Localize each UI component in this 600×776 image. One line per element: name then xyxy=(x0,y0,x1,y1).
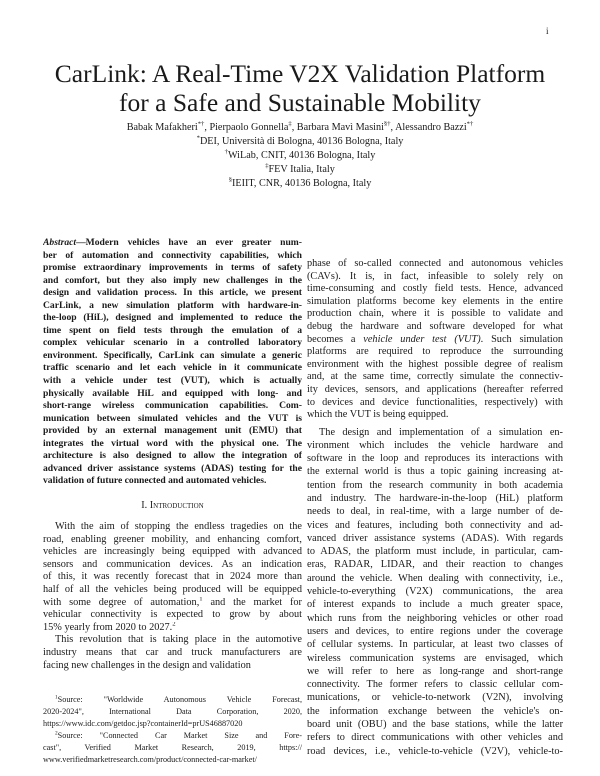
text-line: to ADAS, the platform must include, in particular, cam- xyxy=(307,546,563,558)
text-line: and industry. The hardware-in-the-loop (HiL) platform xyxy=(307,492,563,504)
text-line: sensors and communication devices. As an indication xyxy=(43,558,302,570)
author-list xyxy=(0,121,600,135)
superscript-mark: §† xyxy=(383,120,391,128)
title-line: for a Safe and Sustainable Mobility xyxy=(119,88,481,117)
section-heading xyxy=(43,500,302,511)
text-line: validation of future connected and automated vehicles. xyxy=(43,475,267,487)
abstract xyxy=(43,237,302,488)
text-line: (CAVs). It is, in fact, infeasible to solely rely on xyxy=(307,270,563,282)
superscript-mark: ‡ xyxy=(265,162,269,170)
text-line: ity devices, sensors, and applications (hereafter referred xyxy=(307,383,563,395)
right-column-paragraph-1 xyxy=(307,258,563,422)
text-line: vehicles are increasingly being equipped with advanced xyxy=(43,546,302,558)
paper-title xyxy=(0,59,600,117)
author-block xyxy=(0,121,600,191)
text-line: time spent on field tests through the emulation of a xyxy=(43,324,302,336)
text-line: design and validation process. In this article, we present xyxy=(43,287,302,299)
text-line: https://www.idc.com/getdoc.jsp?containerId=prUS46887020 xyxy=(43,719,243,728)
text-line: vironment which includes the vehicle hardware and xyxy=(307,439,563,451)
text-line: environment. Specifically, CarLink can simulate a generic xyxy=(43,349,302,361)
superscript-mark: *† xyxy=(197,120,205,128)
text-line: physically available HiL and equipped with long- and xyxy=(43,387,302,399)
text-line: vices and features, including both connectivity and ad- xyxy=(307,519,563,531)
text-line xyxy=(307,334,563,347)
text-segment: , Barbara Mavì Masini xyxy=(291,122,384,133)
text-line: users and devices, to entire regions under the coverage xyxy=(307,625,563,637)
text-line: ber of automation and connectivity capabilities, which xyxy=(43,249,302,261)
text-line: integrates the virtual word with the physical one. The xyxy=(43,437,302,449)
text-line: 2020-2024", International Data Corporation, 2020, xyxy=(43,707,302,716)
text-segment: WiLab, CNIT, 40136 Bologna, Italy xyxy=(227,150,376,161)
text-line: promise extraordinary improvements in terms of safety xyxy=(43,262,302,274)
superscript-mark: 2 xyxy=(55,730,58,737)
text-line: vanced driver assistance systems (ADAS). With regards xyxy=(307,532,563,544)
text-line: production chain, where it is possible to validate and xyxy=(307,308,563,320)
introduction-text xyxy=(43,521,302,672)
text-line: and comfort, but they also imply new challenges in the xyxy=(43,274,302,286)
text-line: the external world is thus a topic gaining increasing at- xyxy=(307,466,563,478)
text-line: debug the hardware and software developed for what xyxy=(307,320,563,332)
text-line: around the vehicle. When dealing with connectivity, i.e., xyxy=(307,572,563,584)
text-line: time-consuming and costly field tests. Hence, advanced xyxy=(307,283,563,295)
text-line: of this, it was recently forecast that in 2024 more than xyxy=(43,571,302,583)
text-line: of interest expands to include a much greater space, xyxy=(307,599,563,611)
text-line: architecture is also designed to allow the integration of xyxy=(43,450,302,462)
right-column-paragraph-2 xyxy=(307,426,563,758)
text-segment: becomes a xyxy=(307,333,364,345)
text-line: which runs from the neighboring vehicles or other road xyxy=(307,612,563,624)
text-line xyxy=(43,730,302,742)
text-segment: 15% yearly from 2020 to 2027. xyxy=(43,621,173,633)
text-segment: . Such simulation xyxy=(480,333,563,345)
text-line: traffic scenario and let each vehicle in it communicate xyxy=(43,362,302,374)
superscript-mark: 1 xyxy=(55,694,58,701)
text-line: of cellular systems. In particular, at least two classes of xyxy=(307,639,563,651)
affiliation xyxy=(0,135,600,149)
text-line: the information exchange between the vehicle's on- xyxy=(307,705,563,717)
text-line: facing new challenges in the design and validation xyxy=(43,659,251,671)
text-segment: Source: "Worldwide Autonomous Vehicle Forecast, xyxy=(57,695,302,704)
text-line: complex vehicular scenario in a controlled laboratory xyxy=(43,337,302,349)
superscript-mark: *† xyxy=(466,120,474,128)
text-line: road devices, i.e., vehicle-to-vehicle (V2V), vehicle-to- xyxy=(307,745,563,757)
text-segment: DEI, Università di Bologna, 40136 Bologna, Italy xyxy=(199,136,404,147)
text-segment: FEV Italia, Italy xyxy=(268,164,335,175)
text-line: vehicle-to-everything (V2X) communications, the area xyxy=(307,586,563,598)
text-line: platforms are required to reproduce the surrounding xyxy=(307,346,563,358)
title-line: CarLink: A Real-Time V2X Validation Platform xyxy=(54,59,546,88)
text-line: wireless communication systems are envisaged, which xyxy=(307,652,563,664)
text-line: eras, RADAR, LIDAR, and their reaction to changes xyxy=(307,559,563,571)
footnotes xyxy=(43,694,302,766)
text-line: we will refer to here as long-range and short-range xyxy=(307,665,563,677)
text-line: The design and implementation of a simulation en- xyxy=(319,426,563,438)
text-line: CarLink, a new simulation platform with hardware-in- xyxy=(43,299,302,311)
text-line: munication between simulated vehicles and the VUT is xyxy=(43,412,302,424)
text-line: with a vehicle under test (VUT), which is actually xyxy=(43,375,302,387)
text-line: the-loop (HiL), designed and implemented to reduce the xyxy=(43,312,302,324)
text-line xyxy=(43,622,302,635)
superscript-mark: 2 xyxy=(172,621,176,628)
text-line: provided by an external management unit (EMU) that xyxy=(43,425,302,437)
text-line: road, enabling greener mobility, and enhancing comfort, xyxy=(43,533,302,545)
text-line: industry means that car and truck manufacturers are xyxy=(43,646,302,658)
affiliation xyxy=(0,177,600,191)
text-line: vehicular connectivity is expected to grow by about xyxy=(43,609,302,621)
text-line xyxy=(43,597,302,610)
text-line: short-range wireless communication capabilities. Com- xyxy=(43,400,302,412)
affiliation xyxy=(0,149,600,163)
text-line: munications, or vehicle-to-network (V2N), involving xyxy=(307,692,563,704)
section-number: I. xyxy=(141,500,148,511)
text-line: board unit (OBU) and the base stations, while the latter xyxy=(307,719,563,731)
text-segment: with some degree of automation, xyxy=(43,596,200,608)
page-number: i xyxy=(546,26,549,36)
text-segment: Babak Mafakheri xyxy=(126,122,198,133)
text-line: advanced driver assistance systems (ADAS) testing for the xyxy=(43,462,302,474)
text-segment: Source: "Connected Car Market Size and Fore- xyxy=(57,731,302,740)
text-line: half of all the vehicles being produced will be equipped xyxy=(43,583,302,595)
text-segment: Abstract xyxy=(43,237,77,248)
superscript-mark: * xyxy=(196,134,200,142)
affiliation xyxy=(0,163,600,177)
text-segment: —Modern vehicles have an ever greater num- xyxy=(76,237,302,248)
superscript-mark: ‡ xyxy=(288,120,292,128)
superscript-mark: § xyxy=(228,176,232,184)
text-line: environment with the highest possible degree of realism xyxy=(307,358,563,370)
text-line: With the aim of stopping the endless tragedies on the xyxy=(55,521,302,532)
text-segment: vehicle under test (VUT) xyxy=(363,333,481,345)
section-title: Introduction xyxy=(149,500,204,511)
superscript-mark: † xyxy=(224,148,228,156)
text-line: software in the loop and reproduces its interactions with xyxy=(307,453,563,465)
text-line: and, at the same time, correctly simulate the connectiv- xyxy=(307,371,563,383)
text-segment: , Alessandro Bazzi xyxy=(390,122,467,133)
text-line: tention from the research community in both academia xyxy=(307,479,563,491)
text-line: This revolution that is taking place in the automotive xyxy=(55,634,302,646)
text-line: phase of so-called connected and autonomous vehicles xyxy=(307,258,563,269)
text-line: simulation platforms become key elements in the entire xyxy=(307,295,563,307)
text-line: refers to direct communications with other vehicles and xyxy=(307,732,563,744)
text-line: cast", Verified Market Research, 2019, https:// xyxy=(43,743,302,752)
text-line: which the VUT is being equipped. xyxy=(307,409,449,421)
text-line xyxy=(43,237,302,250)
text-line: connectivity. The former refers to classic cellular com- xyxy=(307,679,563,691)
text-segment: IEIIT, CNR, 40136 Bologna, Italy xyxy=(232,178,372,189)
superscript-mark: 1 xyxy=(199,596,203,603)
text-line: www.verifiedmarketresearch.com/product/connected-car-market/ xyxy=(43,755,257,764)
text-segment: , Pierpaolo Gonnella xyxy=(204,122,289,133)
text-segment: and the market for xyxy=(202,596,302,608)
text-line: to devices and device functionalities, respectively) with xyxy=(307,396,563,408)
text-line xyxy=(43,694,302,706)
text-line: needs to deal, in real-time, with a large number of de- xyxy=(307,506,563,518)
